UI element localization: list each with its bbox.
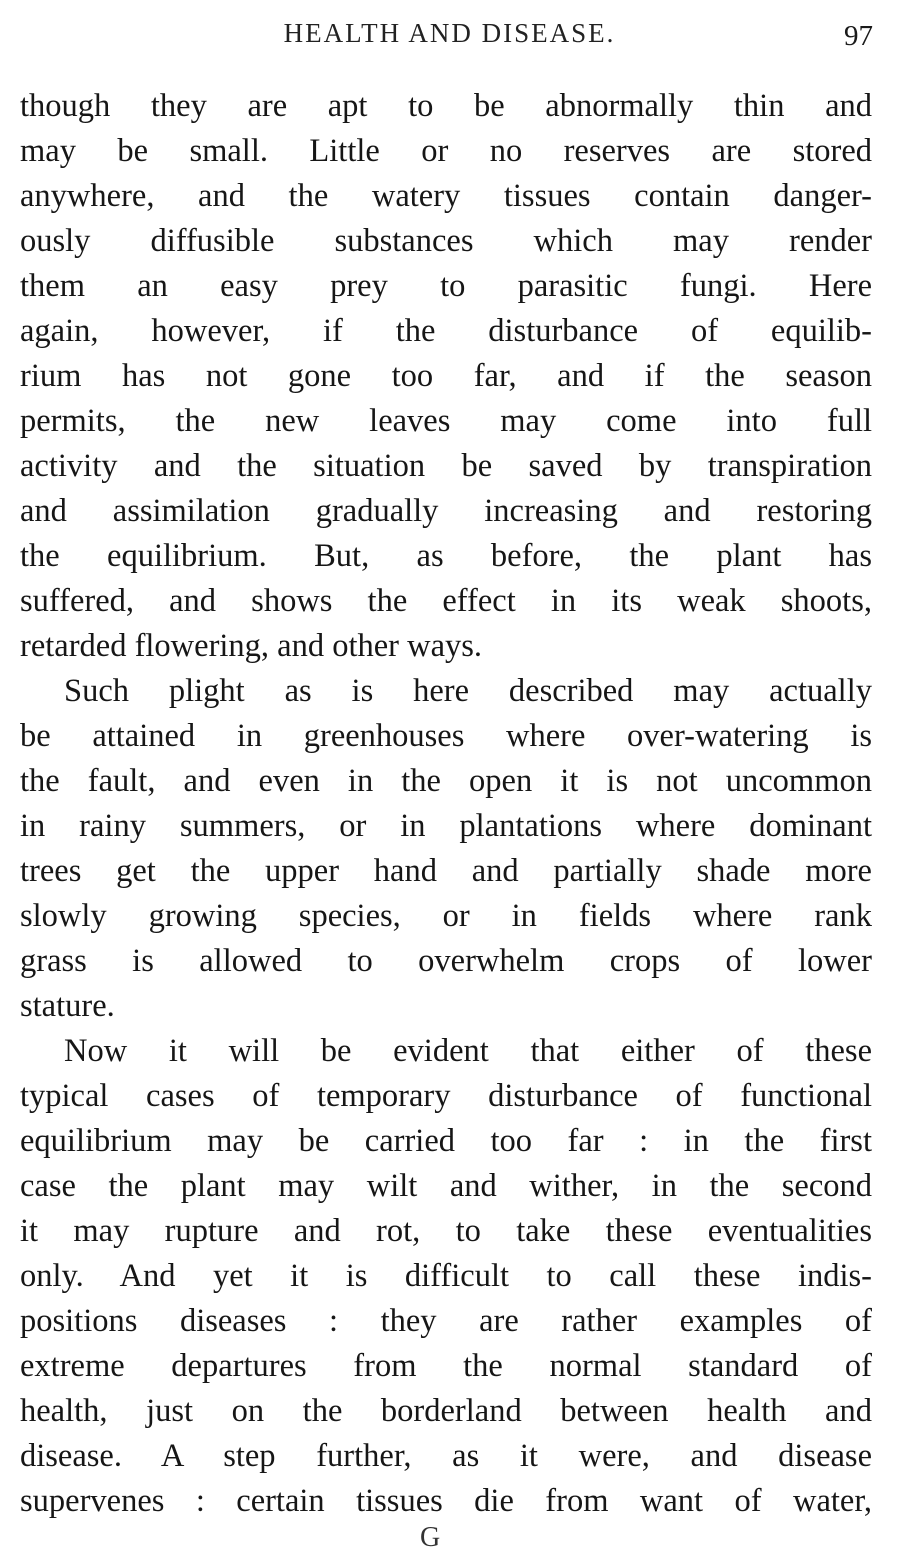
text-line: extreme departures from the normal standard of: [20, 1348, 872, 1384]
text-line: in rainy summers, or in plantations where dominant: [20, 808, 872, 844]
text-line: supervenes : certain tissues die from want of water,: [20, 1483, 872, 1519]
text-line: them an easy prey to parasitic fungi. Here: [20, 268, 872, 304]
text-line: equilibrium may be carried too far : in the first: [20, 1123, 872, 1159]
text-line: again, however, if the disturbance of equilib-: [20, 313, 872, 349]
text-line: stature.: [20, 988, 115, 1024]
text-line: rium has not gone too far, and if the season: [20, 358, 872, 394]
paragraph-2: [20, 669, 872, 1029]
paragraph-1: [20, 84, 872, 669]
text-line: permits, the new leaves may come into full: [20, 403, 872, 439]
running-title: HEALTH AND DISEASE.: [283, 18, 616, 48]
text-line: ously diffusible substances which may render: [20, 223, 872, 259]
text-line: suffered, and shows the effect in its weak shoots,: [20, 583, 872, 619]
text-line: health, just on the borderland between health and: [20, 1393, 872, 1429]
text-line: anywhere, and the watery tissues contain danger-: [20, 178, 872, 214]
text-line: positions diseases : they are rather examples of: [20, 1303, 872, 1339]
text-line: retarded flowering, and other ways.: [20, 628, 483, 664]
text-line: slowly growing species, or in fields where rank: [20, 898, 872, 934]
page-number: 97: [844, 20, 873, 52]
text-line: the fault, and even in the open it is not uncommon: [20, 763, 872, 799]
text-line: the equilibrium. But, as before, the plant has: [20, 538, 872, 574]
signature-mark: G: [420, 1522, 441, 1553]
text-line: disease. A step further, as it were, and disease: [20, 1438, 872, 1474]
body-text: [20, 84, 872, 1524]
running-head: [0, 14, 899, 54]
text-line: Now it will be evident that either of these: [64, 1033, 872, 1069]
text-line: Such plight as is here described may actually: [64, 673, 872, 709]
text-line: typical cases of temporary disturbance of functional: [20, 1078, 872, 1114]
text-line: activity and the situation be saved by transpiration: [20, 448, 872, 484]
text-line: though they are apt to be abnormally thin and: [20, 88, 872, 124]
text-line: case the plant may wilt and wither, in the second: [20, 1168, 872, 1204]
text-line: be attained in greenhouses where over-watering is: [20, 718, 872, 754]
text-line: grass is allowed to overwhelm crops of lower: [20, 943, 872, 979]
paragraph-3: [20, 1029, 872, 1524]
text-line: only. And yet it is difficult to call these indis-: [20, 1258, 872, 1294]
text-line: and assimilation gradually increasing and restoring: [20, 493, 872, 529]
text-line: trees get the upper hand and partially shade more: [20, 853, 872, 889]
text-line: it may rupture and rot, to take these eventualities: [20, 1213, 872, 1249]
text-line: may be small. Little or no reserves are stored: [20, 133, 872, 169]
